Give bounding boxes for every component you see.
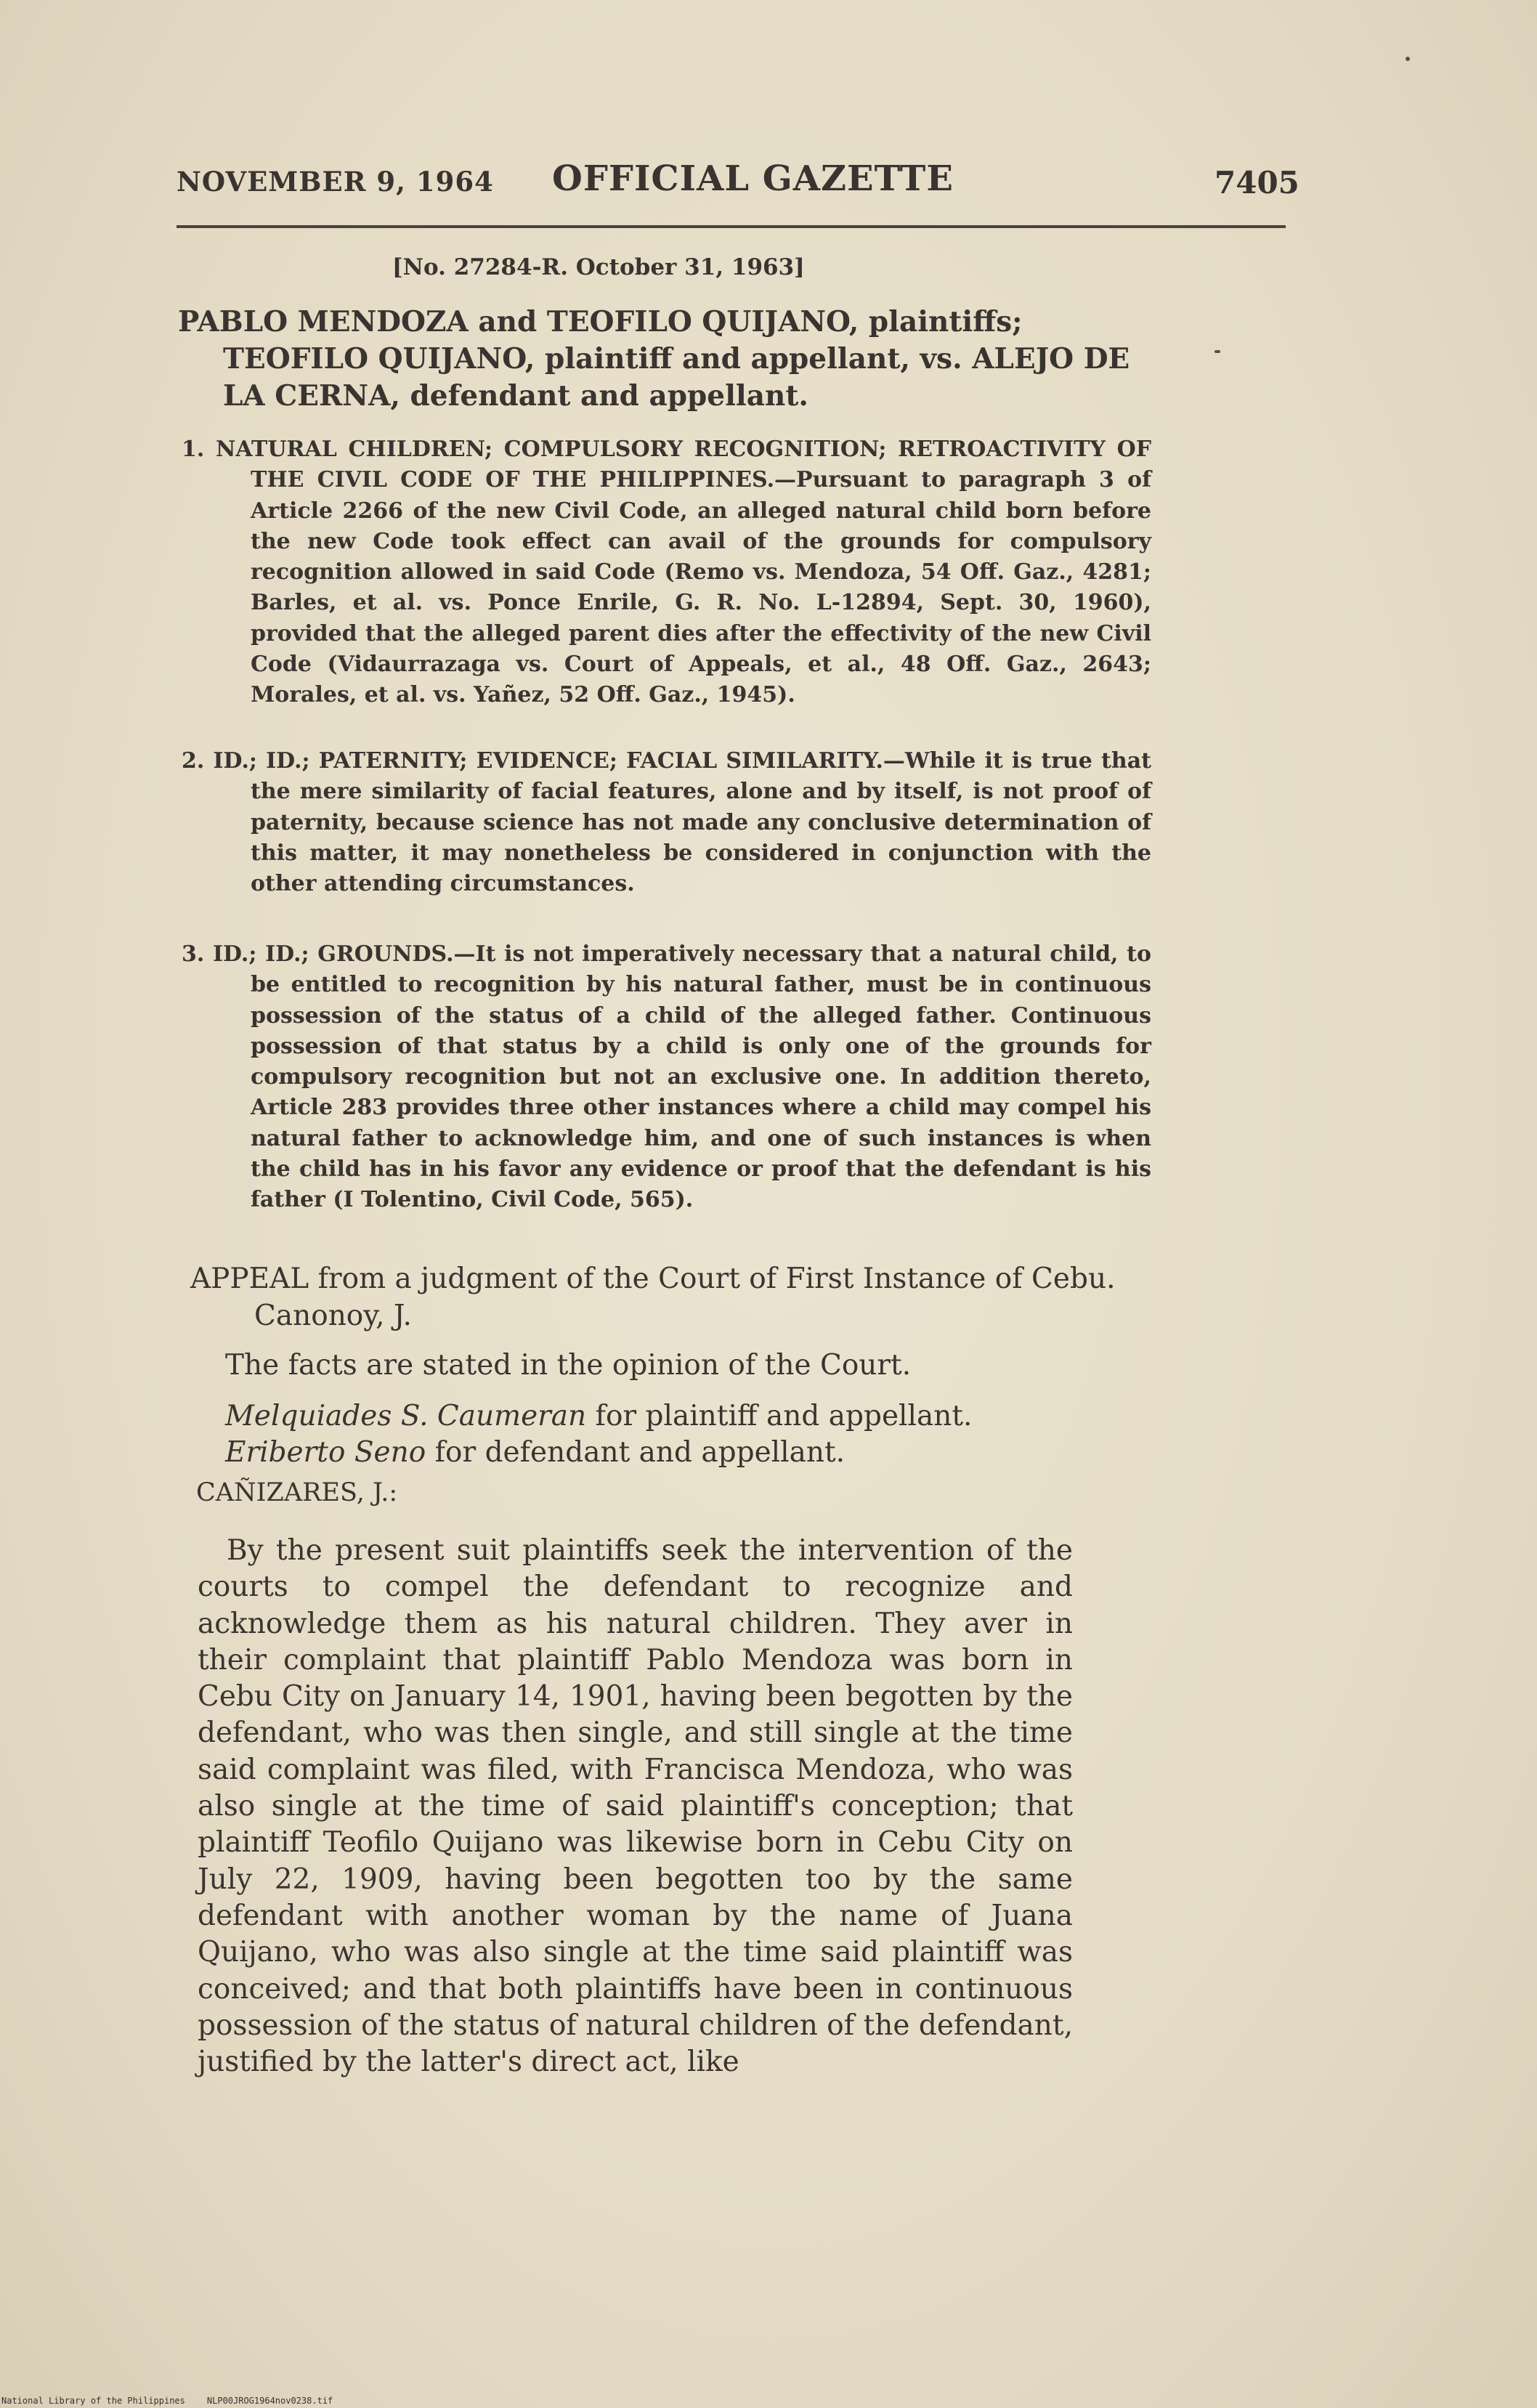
counsel-plaintiff-role: for plaintiff and appellant. [586,1400,973,1432]
syllabus-item-3: 3. ID.; ID.; GROUNDS.—It is not imperatively necessary that a natural child, to be entitled to recognition by his natural father, must be in continuous possession of the status of a child of the alleged father. Continuous possession of that status by a child is only one of the grounds for compulsory recognition but not an exclusive one. In addition thereto, Article 283 provides three other instances where a child may compel his natural father to acknowledge him, and one of such instances is when the child has in his favor any evidence or proof that the defendant is his father (I Tolentino, Civil Code, 565). [182,941,1151,1213]
header-date: NOVEMBER 9, 1964 [177,166,494,198]
header-page-number: 7405 [1214,165,1299,200]
counsel-list [225,1398,1097,1471]
counsel-defendant-role: for defendant and appellant. [426,1436,845,1469]
scan-speck [1214,350,1220,353]
counsel-defendant-name: Eriberto Seno [225,1436,426,1469]
syllabus-item-1: 1. NATURAL CHILDREN; COMPULSORY RECOGNITION; RETROACTIVITY OF THE CIVIL CODE OF THE PHILIPPINES.—Pursuant to paragraph 3 of Article 2266 of the new Civil Code, an alleged natural child born before the new Code took effect can avail of the grounds for compulsory recognition allowed in said Code (Remo vs. Mendoza, 54 Off. Gaz., 4281; Barles, et al. vs. Ponce Enrile, G. R. No. L-12894, Sept. 30, 1960), provided that the alleged parent dies after the effectivity of the new Civil Code (Vidaurrazaga vs. Court of Appeals, et al., 48 Off. Gaz., 2643; Morales, et al. vs. Yañez, 52 Off. Gaz., 1945). [182,437,1151,708]
appeal-statement: APPEAL from a judgment of the Court of First Instance of Cebu. Canonoy, J. [190,1262,1116,1332]
case-parties: PABLO MENDOZA and TEOFILO QUIJANO, plaintiffs; TEOFILO QUIJANO, plaintiff and appellant, vs. ALEJO DE LA CERNA, defendant and appellant. [178,305,1130,413]
header-publication-title: OFFICIAL GAZETTE [552,158,954,199]
header-rule [177,225,1286,228]
opinion-text: By the present suit plaintiffs seek the intervention of the courts to compel the defendant to recognize and acknowledge them as his natural children. They aver in their complaint that plaintiff Pablo Mendoza was born in Cebu City on January 14, 1901, having been begotten by the defendant, who was then single, and still single at the time said complaint was filed, with Francisca Mendoza, who was also single at the time of said plaintiff's conception; that plaintiff Teofilo Quijano was likewise born in Cebu City on July 22, 1909, having been begotten too by the same defendant with another woman by the name of Juana Quijano, who was also single at the time said plaintiff was conceived; and that both plaintiffs have been in continuous possession of the status of natural children of the defendant, justified by the latter's direct act, like [198,1534,1073,2079]
footer-library: National Library of the Philippines [1,2396,185,2406]
facts-statement: The facts are stated in the opinion of the Court. [225,1349,912,1382]
counsel-defendant [225,1435,1097,1471]
counsel-plaintiff-name: Melquiades S. Caumeran [225,1400,587,1432]
scan-footer [1,2396,333,2406]
counsel-plaintiff [225,1398,1097,1435]
scan-speck [1406,57,1410,61]
syllabus-item-2: 2. ID.; ID.; PATERNITY; EVIDENCE; FACIAL SIMILARITY.—While it is true that the mere similarity of facial features, alone and by itself, is not proof of paternity, because science has not made any conclusive determination of this matter, it may nonetheless be considered in conjunction with the other attending circumstances. [182,748,1151,897]
footer-file: NLP00JROG1964nov0238.tif [206,2396,333,2406]
case-number: [No. 27284-R. October 31, 1963] [392,254,805,280]
ponente: CAÑIZARES, J.: [196,1478,398,1507]
